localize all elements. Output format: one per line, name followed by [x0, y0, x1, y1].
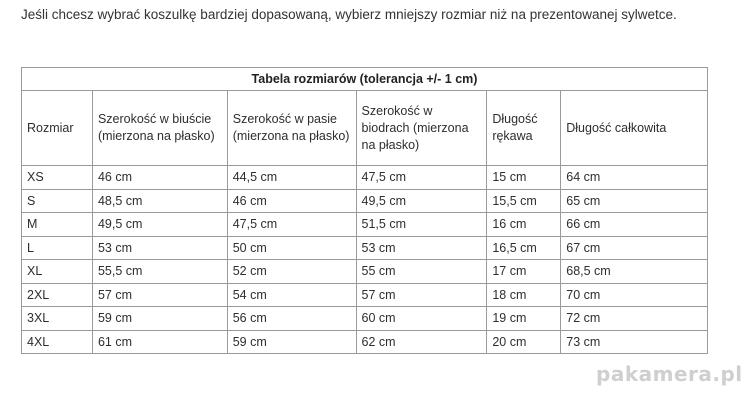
cell-sleeve-length: 17 cm [487, 260, 561, 284]
cell-sleeve-length: 15,5 cm [487, 189, 561, 213]
cell-hip-width: 55 cm [356, 260, 487, 284]
header-waist-width: Szerokość w pasie (mierzona na płasko) [227, 91, 356, 166]
pakamera-logo: pakamera.pl [596, 362, 743, 386]
cell-size: L [22, 236, 93, 260]
table-row [22, 330, 708, 354]
cell-sleeve-length: 15 cm [487, 166, 561, 190]
table-row [22, 307, 708, 331]
cell-sleeve-length: 19 cm [487, 307, 561, 331]
cell-total-length: 64 cm [561, 166, 708, 190]
table-row [22, 166, 708, 190]
cell-waist-width: 54 cm [227, 283, 356, 307]
cell-size: XS [22, 166, 93, 190]
cell-size: M [22, 213, 93, 237]
cell-total-length: 65 cm [561, 189, 708, 213]
table-header-row [22, 91, 708, 166]
cell-waist-width: 46 cm [227, 189, 356, 213]
cell-size: 3XL [22, 307, 93, 331]
header-sleeve-length: Długość rękawa [487, 91, 561, 166]
cell-waist-width: 47,5 cm [227, 213, 356, 237]
cell-total-length: 68,5 cm [561, 260, 708, 284]
header-hip-width: Szerokość w biodrach (mierzona na płasko) [356, 91, 487, 166]
cell-bust-width: 61 cm [92, 330, 227, 354]
table-title-row [22, 68, 708, 91]
header-bust-width: Szerokość w biuście (mierzona na płasko) [92, 91, 227, 166]
cell-waist-width: 56 cm [227, 307, 356, 331]
cell-sleeve-length: 20 cm [487, 330, 561, 354]
cell-sleeve-length: 16,5 cm [487, 236, 561, 260]
cell-hip-width: 62 cm [356, 330, 487, 354]
cell-total-length: 73 cm [561, 330, 708, 354]
cell-hip-width: 60 cm [356, 307, 487, 331]
size-table [21, 67, 708, 354]
cell-hip-width: 51,5 cm [356, 213, 487, 237]
table-row [22, 213, 708, 237]
cell-bust-width: 57 cm [92, 283, 227, 307]
cell-total-length: 66 cm [561, 213, 708, 237]
table-body [22, 166, 708, 354]
cell-bust-width: 46 cm [92, 166, 227, 190]
cell-total-length: 67 cm [561, 236, 708, 260]
cell-waist-width: 52 cm [227, 260, 356, 284]
cell-hip-width: 53 cm [356, 236, 487, 260]
intro-text: Jeśli chcesz wybrać koszulkę bardziej dopasowaną, wybierz mniejszy rozmiar niż na prezentowanej sylwetce. [21, 7, 677, 22]
table-row [22, 236, 708, 260]
cell-size: 2XL [22, 283, 93, 307]
cell-total-length: 72 cm [561, 307, 708, 331]
cell-hip-width: 47,5 cm [356, 166, 487, 190]
cell-total-length: 70 cm [561, 283, 708, 307]
header-total-length: Długość całkowita [561, 91, 708, 166]
cell-size: S [22, 189, 93, 213]
cell-sleeve-length: 18 cm [487, 283, 561, 307]
cell-hip-width: 57 cm [356, 283, 487, 307]
cell-hip-width: 49,5 cm [356, 189, 487, 213]
cell-waist-width: 50 cm [227, 236, 356, 260]
cell-waist-width: 44,5 cm [227, 166, 356, 190]
cell-sleeve-length: 16 cm [487, 213, 561, 237]
header-size: Rozmiar [22, 91, 93, 166]
table-row [22, 260, 708, 284]
cell-bust-width: 49,5 cm [92, 213, 227, 237]
table-title: Tabela rozmiarów (tolerancja +/- 1 cm) [22, 68, 708, 91]
cell-bust-width: 48,5 cm [92, 189, 227, 213]
cell-size: XL [22, 260, 93, 284]
cell-bust-width: 55,5 cm [92, 260, 227, 284]
table-row [22, 189, 708, 213]
cell-bust-width: 59 cm [92, 307, 227, 331]
cell-waist-width: 59 cm [227, 330, 356, 354]
cell-bust-width: 53 cm [92, 236, 227, 260]
table-row [22, 283, 708, 307]
cell-size: 4XL [22, 330, 93, 354]
